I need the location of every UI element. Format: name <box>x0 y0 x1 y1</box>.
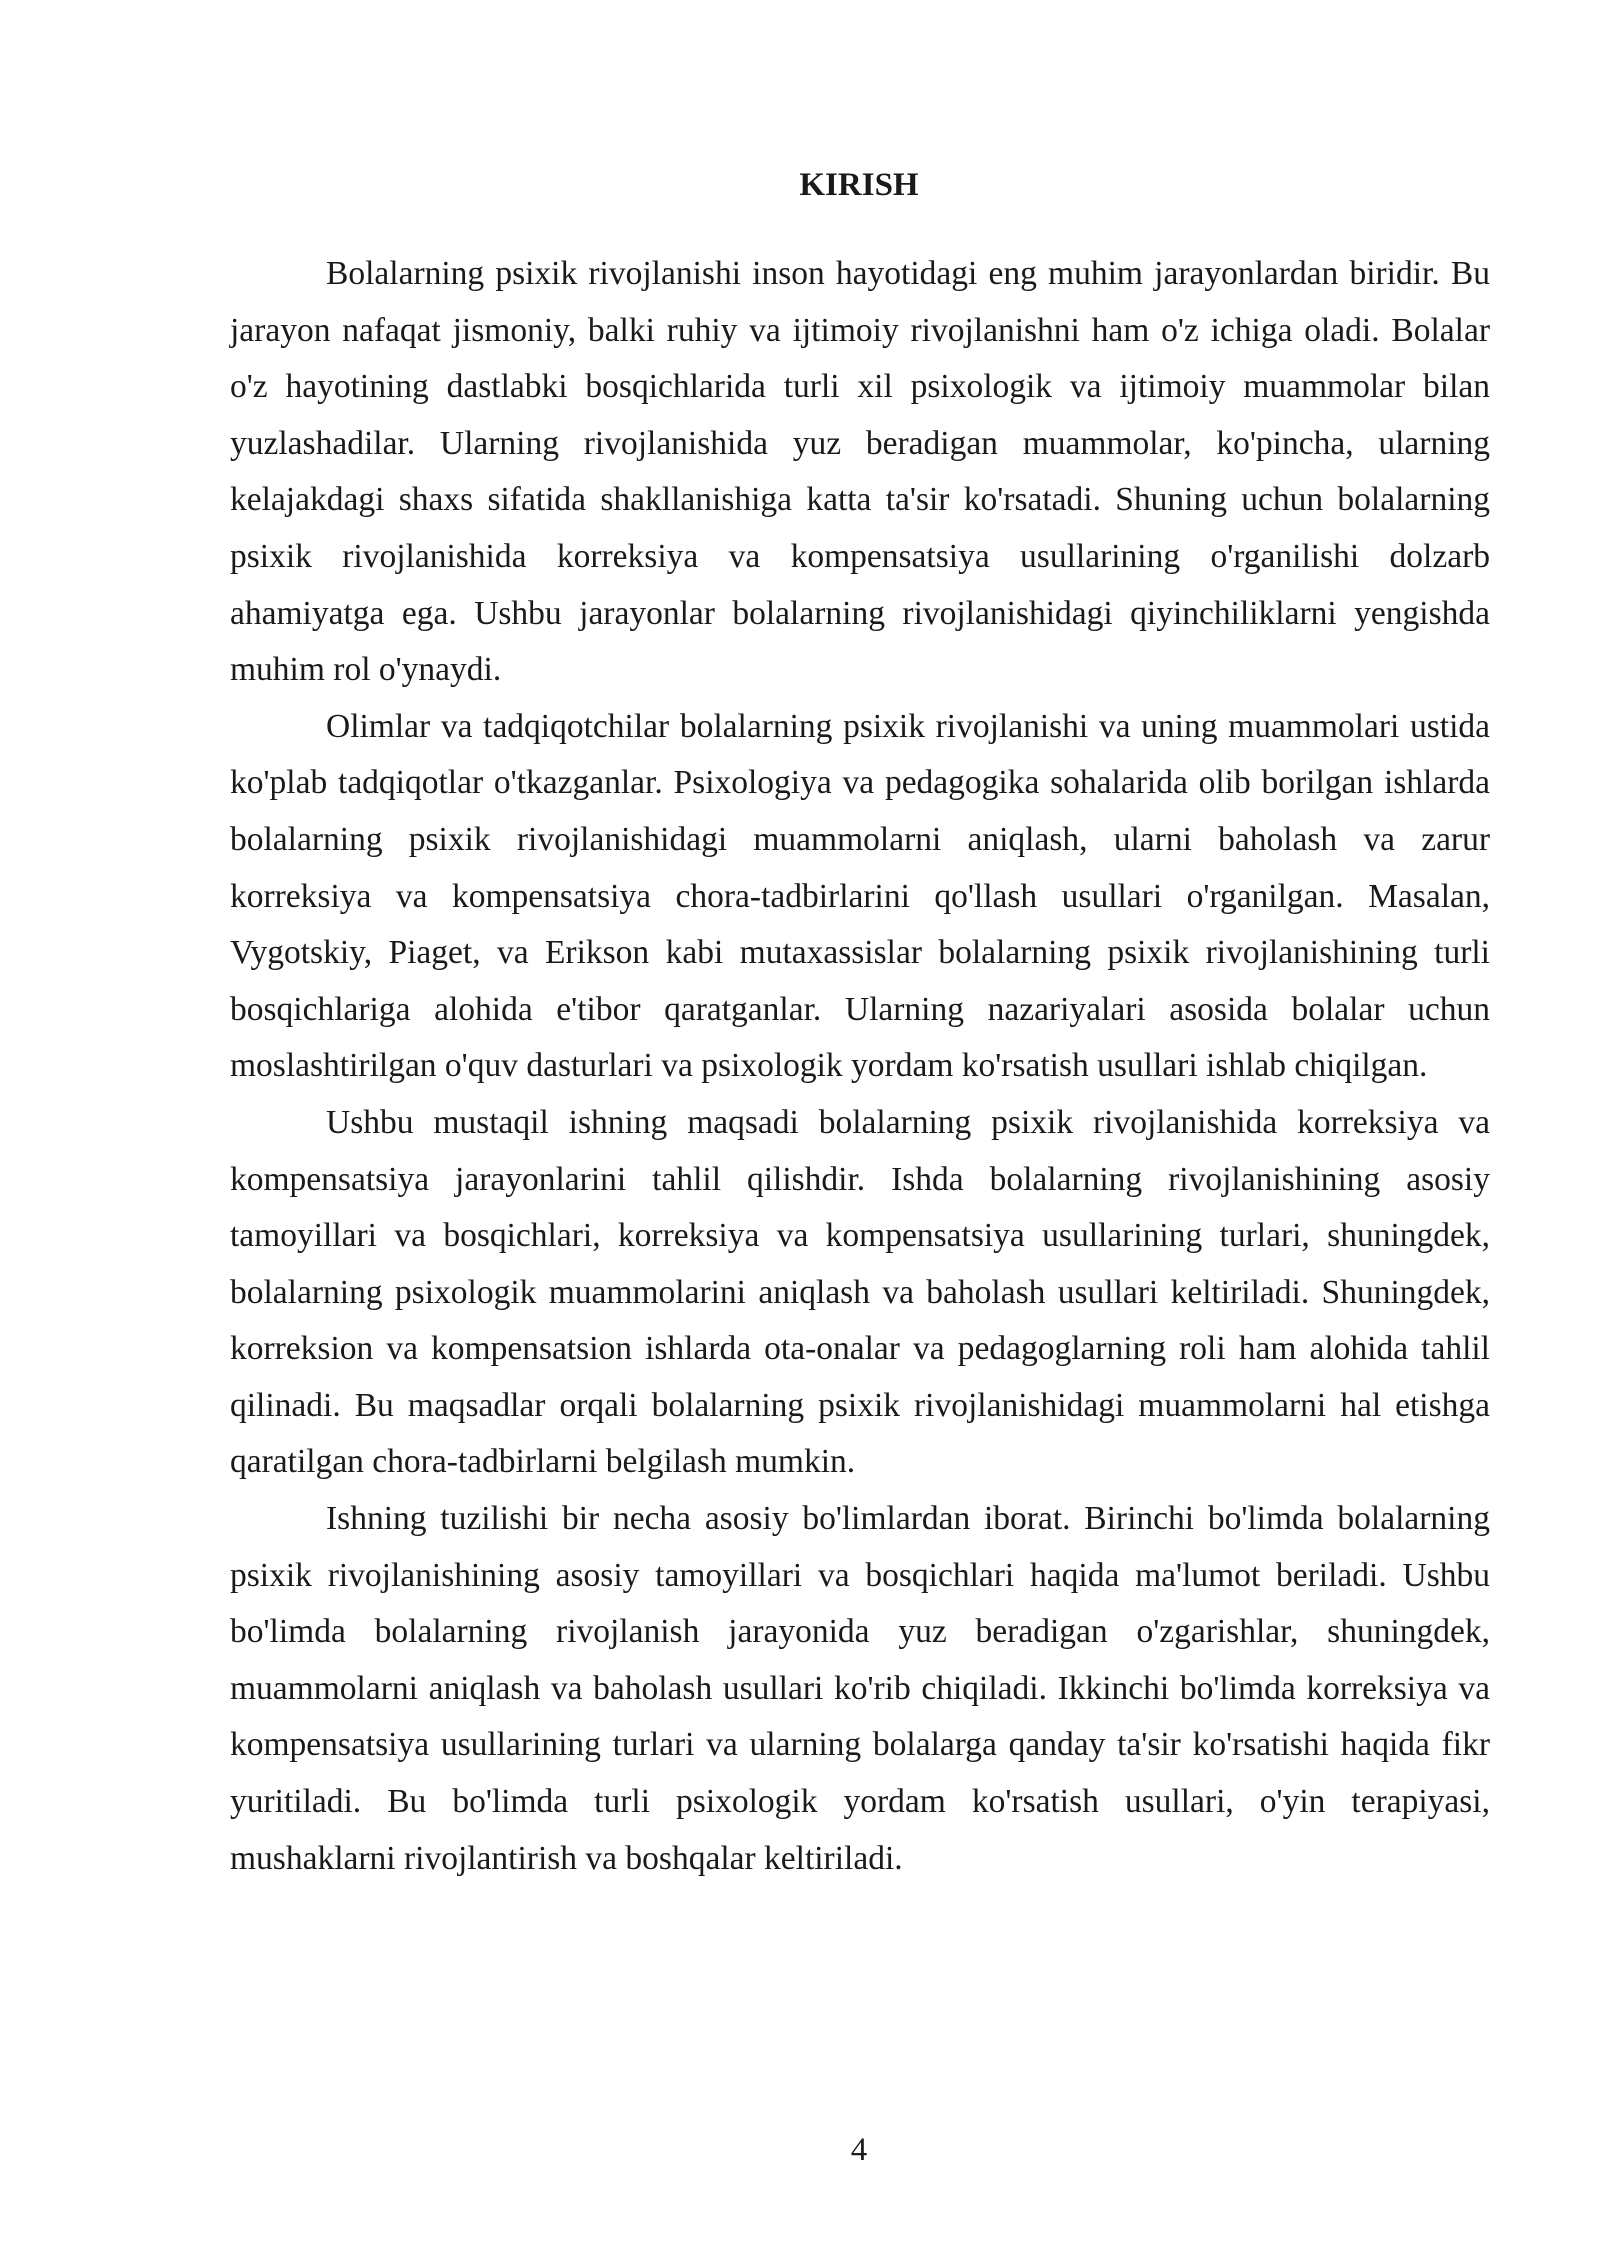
paragraph-intro: Bolalarning psixik rivojlanishi inson hayotidagi eng muhim jarayonlardan biridir. Bu jarayon nafaqat jismoniy, balki ruhiy va ijtimoiy rivojlanishni ham o'z ichiga oladi. Bolalar o'z hayotining dastlabki bosqichlarida turli xil psixologik va ijtimoiy muammolar bilan yuzlashadilar. Ularning rivojlanishida yuz beradigan muammolar, ko'pincha, ularning kelajakdagi shaxs sifatida shakllanishiga katta ta'sir ko'rsatadi. Shuning uchun bolalarning psixik rivojlanishida korreksiya va kompensatsiya usullarining o'rganilishi dolzarb ahamiyatga ega. Ushbu jarayonlar bolalarning rivojlanishidagi qiyinchiliklarni yengishda muhim rol o'ynaydi. <box>230 255 1490 689</box>
paragraph-structure: Ishning tuzilishi bir necha asosiy bo'limlardan iborat. Birinchi bo'limda bolalarning psixik rivojlanishining asosiy tamoyillari va bosqichlari haqida ma'lumot beriladi. Ushbu bo'limda bolalarning rivojlanish jarayonida yuz beradigan o'zgarishlar, shuningdek, muammolarni aniqlash va baholash usullari ko'rib chiqiladi. Ikkinchi bo'limda korreksiya va kompensatsiya usullarining turlari va ularning bolalarga qanday ta'sir ko'rsatishi haqida fikr yuritiladi. Bu bo'limda turli psixologik yordam ko'rsatish usullari, o'yin terapiyasi, mushaklarni rivojlantirish va boshqalar keltiriladi. <box>230 1500 1490 1877</box>
page-heading: KIRISH <box>799 167 919 203</box>
page-number: 4 <box>850 2132 868 2168</box>
paragraph-researchers: Olimlar va tadqiqotchilar bolalarning psixik rivojlanishi va uning muammolari ustida ko'plab tadqiqotlar o'tkazganlar. Psixologiya va pedagogika sohalarida olib borilgan ishlarda bolalarning psixik rivojlanishidagi muammolarni aniqlash, ularni baholash va zarur korreksiya va kompensatsiya chora-tadbirlarini qo'llash usullari o'rganilgan. Masalan, Vygotskiy, Piaget, va Erikson kabi mutaxassislar bolalarning psixik rivojlanishining turli bosqichlariga alohida e'tibor qaratganlar. Ularning nazariyalari asosida bolalar uchun moslashtirilgan o'quv dasturlari va psixologik yordam ko'rsatish usullari ishlab chiqilgan. <box>230 707 1490 1085</box>
body-text <box>230 246 1490 1887</box>
paragraph-goal: Ushbu mustaqil ishning maqsadi bolalarning psixik rivojlanishida korreksiya va kompensatsiya jarayonlarini tahlil qilishdir. Ishda bolalarning rivojlanishining asosiy tamoyillari va bosqichlari, korreksiya va kompensatsiya usullarining turlari, shuningdek, bolalarning psixologik muammolarini aniqlash va baholash usullari keltiriladi. Shuningdek, korreksion va kompensatsion ishlarda ota-onalar va pedagoglarning roli ham alohida tahlil qilinadi. Bu maqsadlar orqali bolalarning psixik rivojlanishidagi muammolarni hal etishga qaratilgan chora-tadbirlarni belgilash mumkin. <box>230 1103 1490 1481</box>
